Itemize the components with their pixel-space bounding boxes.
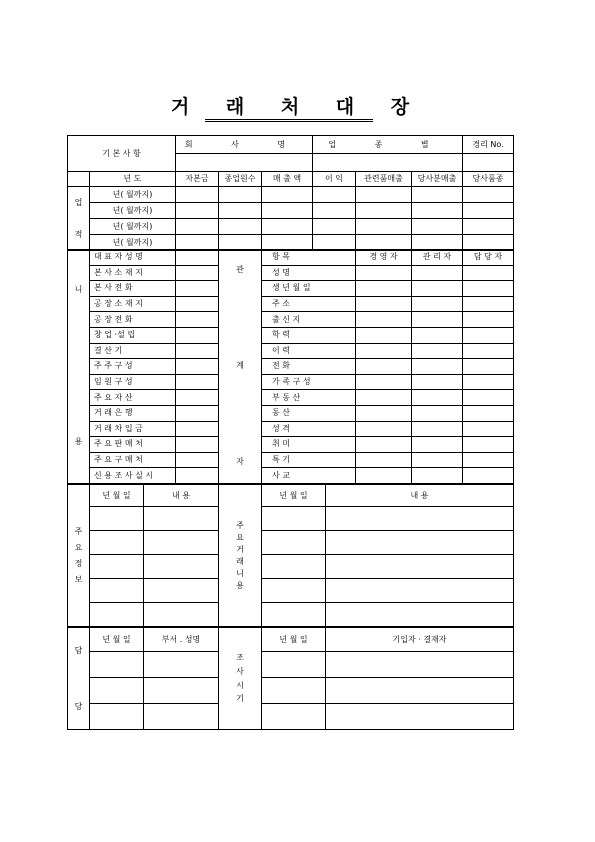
data-cell[interactable] (463, 219, 514, 235)
data-cell[interactable] (176, 359, 219, 375)
performance-year-row: 년( 월까지) (90, 219, 176, 235)
data-cell[interactable] (463, 421, 514, 437)
relations-right-header: 담 당 자 (463, 250, 514, 266)
data-cell[interactable] (412, 343, 463, 359)
data-cell[interactable] (176, 437, 219, 453)
data-cell[interactable] (176, 296, 219, 312)
data-cell[interactable] (90, 678, 144, 704)
data-cell[interactable] (356, 281, 412, 297)
performance-header-our-sales: 당사분매출 (412, 172, 463, 187)
data-cell[interactable] (176, 405, 219, 421)
data-cell[interactable] (356, 405, 412, 421)
data-cell[interactable] (262, 652, 326, 678)
performance-header-sales: 매 출 액 (262, 172, 313, 187)
relations-right-item: 항 목 (262, 250, 356, 266)
relations-left-item: 거 래 차 입 금 (90, 421, 176, 437)
data-cell[interactable] (144, 603, 219, 627)
major-trade-label: 주 요 거 래 니 용 (219, 485, 262, 627)
relations-left-item: 신 용 조 사 실 시 (90, 468, 176, 484)
data-cell[interactable] (463, 312, 514, 328)
manager-table (67, 627, 514, 730)
relations-left-item: 주 주 구 성 (90, 359, 176, 375)
data-cell[interactable] (412, 281, 463, 297)
data-cell[interactable] (262, 704, 326, 730)
relations-right-item: 취 미 (262, 437, 356, 453)
relations-left-item: 본 사 소 재 지 (90, 265, 176, 281)
data-cell[interactable] (412, 219, 463, 235)
data-cell[interactable] (176, 327, 219, 343)
data-cell[interactable] (356, 374, 412, 390)
relations-table (67, 249, 514, 484)
data-cell[interactable] (463, 281, 514, 297)
data-cell[interactable] (463, 296, 514, 312)
data-cell[interactable] (356, 203, 412, 219)
data-cell[interactable] (326, 507, 514, 531)
data-cell[interactable] (176, 312, 219, 328)
data-cell[interactable] (326, 579, 514, 603)
data-cell[interactable] (219, 219, 262, 235)
relations-mid-label: 관 계 자 (219, 250, 262, 484)
relations-side-label: 니 용 (68, 250, 90, 484)
data-cell[interactable] (356, 327, 412, 343)
basic-info-label: 기 본 사 항 (68, 136, 176, 172)
data-cell[interactable] (262, 678, 326, 704)
relations-left-item: 창 업 ·설 립 (90, 327, 176, 343)
data-cell[interactable] (463, 187, 514, 203)
data-cell[interactable] (262, 579, 326, 603)
data-cell[interactable] (412, 405, 463, 421)
data-cell[interactable] (412, 468, 463, 484)
data-cell[interactable] (412, 437, 463, 453)
data-cell[interactable] (463, 390, 514, 406)
relations-right-header: 관 리 자 (412, 250, 463, 266)
data-cell[interactable] (463, 343, 514, 359)
data-cell[interactable] (262, 219, 313, 235)
performance-header-employees: 종업원수 (219, 172, 262, 187)
performance-corner (68, 172, 90, 187)
data-cell[interactable] (356, 296, 412, 312)
data-cell[interactable] (262, 531, 326, 555)
major-info-side-label: 주 요 정 보 (68, 485, 90, 627)
major-info-date-header: 년 월 일 (90, 485, 144, 507)
data-cell[interactable] (90, 704, 144, 730)
relations-left-item: 임 원 구 성 (90, 374, 176, 390)
data-cell[interactable] (412, 265, 463, 281)
data-cell[interactable] (326, 555, 514, 579)
major-trade-content-header: 내 용 (326, 485, 514, 507)
ledger-no-header: 경리 No. (463, 136, 514, 154)
survey-timing-label: 조 사 시 기 (219, 628, 262, 730)
data-cell[interactable] (262, 203, 313, 219)
performance-side-label: 업 적 (68, 187, 90, 251)
performance-table (67, 171, 514, 251)
data-cell[interactable] (144, 579, 219, 603)
data-cell[interactable] (356, 468, 412, 484)
data-cell[interactable] (176, 250, 219, 266)
data-cell[interactable] (90, 579, 144, 603)
data-cell[interactable] (412, 359, 463, 375)
industry-header: 업 종 별 (313, 136, 463, 154)
data-cell[interactable] (463, 374, 514, 390)
data-cell[interactable] (90, 507, 144, 531)
relations-left-item: 대 표 자 성 명 (90, 250, 176, 266)
data-cell[interactable] (326, 678, 514, 704)
relations-left-item: 주 요 자 산 (90, 390, 176, 406)
basic-info-table (67, 135, 514, 172)
data-cell[interactable] (90, 652, 144, 678)
data-cell[interactable] (412, 296, 463, 312)
data-cell[interactable] (356, 359, 412, 375)
data-cell[interactable] (463, 203, 514, 219)
performance-header-related-sales: 관련품매출 (356, 172, 412, 187)
data-cell[interactable] (176, 203, 219, 219)
relations-right-item: 성 격 (262, 421, 356, 437)
data-cell[interactable] (356, 421, 412, 437)
relations-left-item: 주 요 구 매 처 (90, 452, 176, 468)
relations-right-item: 학 력 (262, 327, 356, 343)
ledger-no-cell[interactable] (463, 154, 514, 172)
data-cell[interactable] (463, 265, 514, 281)
entrant-header: 기입자 · 결재자 (326, 628, 514, 652)
data-cell[interactable] (176, 390, 219, 406)
manager-side-label: 담 당 (68, 628, 90, 730)
data-cell[interactable] (356, 452, 412, 468)
title-underline (205, 119, 373, 122)
relations-right-header: 경 영 자 (356, 250, 412, 266)
data-cell[interactable] (144, 652, 219, 678)
relations-left-item: 거 래 은 행 (90, 405, 176, 421)
performance-year-row: 년( 월까지) (90, 235, 176, 251)
data-cell[interactable] (176, 452, 219, 468)
data-cell[interactable] (176, 265, 219, 281)
relations-left-item: 공 장 전 화 (90, 312, 176, 328)
data-cell[interactable] (356, 312, 412, 328)
data-cell[interactable] (90, 603, 144, 627)
data-cell[interactable] (90, 531, 144, 555)
data-cell[interactable] (326, 531, 514, 555)
data-cell[interactable] (356, 187, 412, 203)
data-cell[interactable] (262, 187, 313, 203)
data-cell[interactable] (463, 405, 514, 421)
relations-right-item: 성 명 (262, 265, 356, 281)
relations-left-item: 본 사 전 화 (90, 281, 176, 297)
relations-right-item: 가 족 구 성 (262, 374, 356, 390)
data-cell[interactable] (326, 704, 514, 730)
relations-right-item: 출 신 지 (262, 312, 356, 328)
performance-header-capital: 자본금 (176, 172, 219, 187)
manager-dept-header: 부서 . 성명 (144, 628, 219, 652)
relations-right-item: 주 소 (262, 296, 356, 312)
data-cell[interactable] (412, 327, 463, 343)
data-cell[interactable] (412, 452, 463, 468)
data-cell[interactable] (144, 678, 219, 704)
data-cell[interactable] (262, 507, 326, 531)
data-cell[interactable] (463, 452, 514, 468)
page-title: 거 래 처 대 장 (170, 96, 425, 118)
data-cell[interactable] (176, 343, 219, 359)
data-cell[interactable] (176, 421, 219, 437)
performance-header-profit: 이 익 (313, 172, 356, 187)
relations-left-item: 주 요 판 매 처 (90, 437, 176, 453)
data-cell[interactable] (412, 421, 463, 437)
performance-header-our-products: 당사품종 (463, 172, 514, 187)
performance-header-year: 년 도 (90, 172, 176, 187)
data-cell[interactable] (326, 652, 514, 678)
manager-date-header: 년 월 일 (90, 628, 144, 652)
data-cell[interactable] (176, 219, 219, 235)
data-cell[interactable] (356, 219, 412, 235)
relations-left-item: 결 산 기 (90, 343, 176, 359)
data-cell[interactable] (463, 327, 514, 343)
data-cell[interactable] (412, 187, 463, 203)
data-cell[interactable] (219, 187, 262, 203)
relations-right-item: 동 산 (262, 405, 356, 421)
data-cell[interactable] (356, 343, 412, 359)
data-cell[interactable] (356, 265, 412, 281)
data-cell[interactable] (313, 203, 356, 219)
data-cell[interactable] (219, 203, 262, 219)
data-cell[interactable] (144, 507, 219, 531)
relations-right-item: 부 동 산 (262, 390, 356, 406)
relations-right-item: 생 년 월 일 (262, 281, 356, 297)
data-cell[interactable] (326, 603, 514, 627)
data-cell[interactable] (412, 374, 463, 390)
relations-right-item: 사 교 (262, 468, 356, 484)
data-cell[interactable] (176, 374, 219, 390)
data-cell[interactable] (412, 203, 463, 219)
data-cell[interactable] (356, 437, 412, 453)
data-cell[interactable] (144, 704, 219, 730)
data-cell[interactable] (356, 390, 412, 406)
relations-right-item: 전 화 (262, 359, 356, 375)
data-cell[interactable] (262, 555, 326, 579)
data-cell[interactable] (313, 187, 356, 203)
relations-left-item: 공 장 소 재 지 (90, 296, 176, 312)
data-cell[interactable] (313, 219, 356, 235)
data-cell[interactable] (463, 437, 514, 453)
performance-year-row: 년( 월까지) (90, 187, 176, 203)
data-cell[interactable] (144, 531, 219, 555)
data-cell[interactable] (176, 468, 219, 484)
major-info-content-header: 내 용 (144, 485, 219, 507)
performance-year-row: 년( 월까지) (90, 203, 176, 219)
data-cell[interactable] (262, 603, 326, 627)
major-info-table (67, 484, 514, 627)
major-trade-date-header: 년 월 일 (262, 485, 326, 507)
data-cell[interactable] (176, 187, 219, 203)
relations-right-item: 이 력 (262, 343, 356, 359)
relations-right-item: 특 기 (262, 452, 356, 468)
survey-date-header: 년 월 일 (262, 628, 326, 652)
company-name-cell[interactable] (176, 154, 313, 172)
data-cell[interactable] (412, 312, 463, 328)
industry-cell[interactable] (313, 154, 463, 172)
data-cell[interactable] (463, 359, 514, 375)
data-cell[interactable] (412, 390, 463, 406)
data-cell[interactable] (463, 468, 514, 484)
data-cell[interactable] (90, 555, 144, 579)
company-name-header: 회 사 명 (176, 136, 313, 154)
data-cell[interactable] (144, 555, 219, 579)
data-cell[interactable] (176, 281, 219, 297)
